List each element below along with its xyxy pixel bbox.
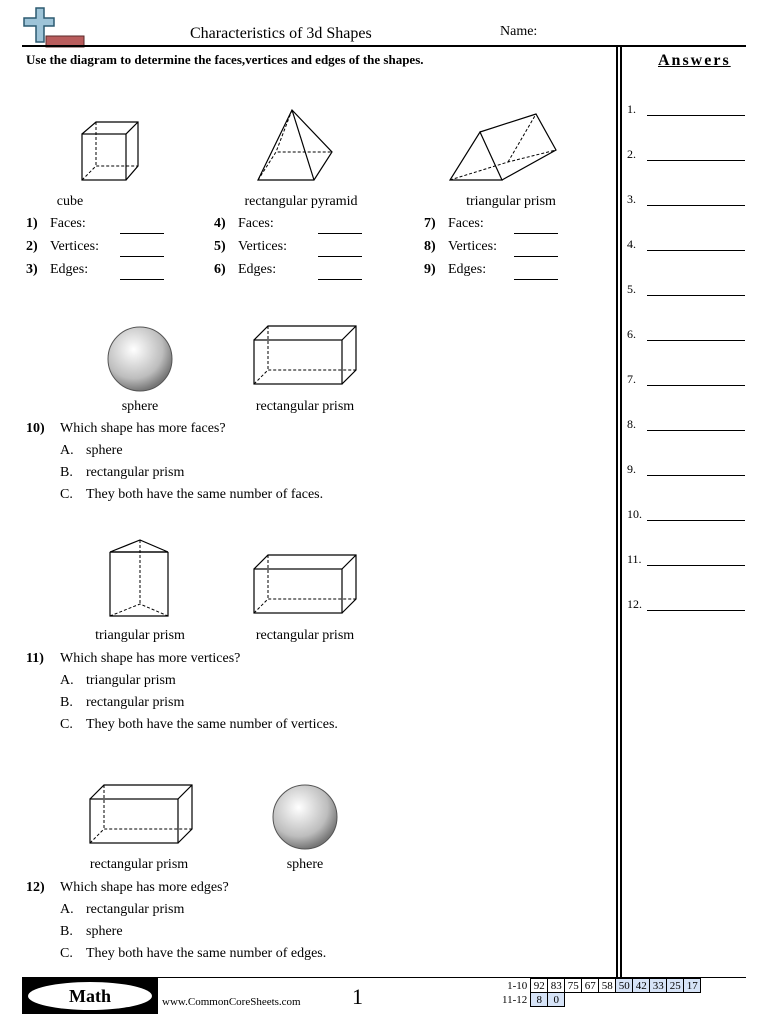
score-row [500, 979, 701, 993]
sphere-figure [271, 783, 339, 851]
question-number: 9) [424, 262, 436, 277]
question-label: Faces: [238, 216, 274, 231]
q10-option-c[interactable]: C. They both have the same number of faces. [60, 487, 324, 502]
question-5 [214, 239, 287, 255]
answer-blank[interactable] [647, 430, 745, 431]
answer-number: 5. [627, 282, 636, 296]
shape-label-q10-prism: rectangular prism [255, 399, 355, 414]
score-row [500, 993, 701, 1007]
answer-blank[interactable] [514, 256, 558, 257]
q12-option-b[interactable]: B. sphere [60, 924, 123, 939]
score-row-label: 1-10 [507, 979, 528, 992]
q12-option-c[interactable]: C. They both have the same number of edges. [60, 946, 327, 961]
pyramid-figure [254, 106, 336, 184]
question-number: 5) [214, 239, 226, 254]
question-4 [214, 216, 274, 232]
answer-row[interactable] [627, 327, 747, 343]
shape-label-triangular-prism: triangular prism [466, 194, 556, 209]
question-number: 2) [26, 239, 38, 254]
answer-blank[interactable] [647, 160, 745, 161]
rect-prism-figure [250, 553, 360, 617]
answer-blank[interactable] [318, 279, 362, 280]
question-label: Vertices: [448, 239, 497, 254]
instructions: Use the diagram to determine the faces,vertices and edges of the shapes. [26, 52, 424, 67]
answer-row[interactable] [627, 102, 747, 118]
score-cell: 92 [531, 979, 548, 993]
question-10 [26, 421, 226, 437]
question-1 [26, 216, 86, 232]
question-label: Edges: [238, 262, 277, 277]
question-label: Faces: [50, 216, 86, 231]
score-cell: 75 [565, 979, 582, 993]
score-cell: 58 [599, 979, 616, 993]
answer-number: 11. [627, 552, 642, 566]
answer-blank[interactable] [318, 256, 362, 257]
question-label: Faces: [448, 216, 484, 231]
answer-blank[interactable] [647, 250, 745, 251]
name-label: Name: [500, 24, 538, 39]
question-3 [26, 262, 88, 278]
question-number: 12) [26, 880, 45, 895]
q10-option-b[interactable]: B. rectangular prism [60, 465, 185, 480]
question-text: Which shape has more edges? [60, 880, 229, 895]
score-cell: 33 [650, 979, 667, 993]
shape-label-cube: cube [56, 194, 84, 209]
shape-label-q12-sphere: sphere [286, 857, 324, 872]
question-number: 3) [26, 262, 38, 277]
site-url[interactable]: www.CommonCoreSheets.com [162, 996, 301, 1008]
logo-icon [22, 6, 86, 48]
score-cell: 8 [531, 993, 548, 1007]
shape-label-q10-sphere: sphere [121, 399, 159, 414]
shape-label-q12-prism: rectangular prism [89, 857, 189, 872]
question-label: Edges: [448, 262, 487, 277]
page-title: Characteristics of 3d Shapes [190, 25, 372, 42]
q11-option-a[interactable]: A. triangular prism [60, 673, 176, 688]
answer-blank[interactable] [647, 385, 745, 386]
question-number: 1) [26, 216, 38, 231]
question-number: 6) [214, 262, 226, 277]
rect-prism-figure [250, 324, 360, 388]
answer-row[interactable] [627, 462, 747, 478]
answer-number: 9. [627, 462, 636, 476]
score-cell: 17 [684, 979, 701, 993]
score-cell: 0 [548, 993, 565, 1007]
answer-blank[interactable] [647, 610, 745, 611]
answer-number: 2. [627, 147, 636, 161]
answer-row[interactable] [627, 237, 747, 253]
answer-number: 7. [627, 372, 636, 386]
header-rule [22, 45, 746, 47]
answer-row[interactable] [627, 507, 747, 523]
answer-number: 1. [627, 102, 636, 116]
score-row-label: 11-12 [502, 993, 528, 1006]
answer-number: 4. [627, 237, 636, 251]
answer-number: 8. [627, 417, 636, 431]
question-12 [26, 880, 229, 896]
shape-label-q11-prism: rectangular prism [255, 628, 355, 643]
answer-blank[interactable] [120, 233, 164, 234]
answer-blank[interactable] [647, 295, 745, 296]
answer-blank[interactable] [647, 115, 745, 116]
answers-title: Answers [658, 52, 731, 69]
answer-row[interactable] [627, 552, 747, 568]
question-2 [26, 239, 99, 255]
question-11 [26, 651, 240, 667]
score-table [500, 978, 701, 1007]
sphere-figure [106, 325, 174, 393]
answer-row[interactable] [627, 192, 747, 208]
answer-blank[interactable] [647, 475, 745, 476]
question-number: 8) [424, 239, 436, 254]
question-number: 10) [26, 421, 45, 436]
answer-blank[interactable] [647, 205, 745, 206]
answer-row[interactable] [627, 147, 747, 163]
cube-figure [78, 118, 142, 184]
question-label: Edges: [50, 262, 89, 277]
question-number: 7) [424, 216, 436, 231]
score-cell: 83 [548, 979, 565, 993]
divider-left [616, 47, 618, 977]
answer-row[interactable] [627, 597, 747, 613]
answer-blank[interactable] [120, 279, 164, 280]
q10-option-a[interactable]: A. sphere [60, 443, 123, 458]
question-text: Which shape has more vertices? [60, 651, 241, 666]
answer-blank[interactable] [647, 520, 745, 521]
rect-prism-figure [86, 783, 196, 847]
question-text: Which shape has more faces? [60, 421, 226, 436]
math-badge-label: Math [28, 982, 152, 1010]
answer-row[interactable] [627, 372, 747, 388]
answer-blank[interactable] [318, 233, 362, 234]
q11-option-c[interactable]: C. They both have the same number of vertices. [60, 717, 338, 732]
q12-option-a[interactable]: A. rectangular prism [60, 902, 185, 917]
question-label: Vertices: [238, 239, 287, 254]
question-label: Vertices: [50, 239, 99, 254]
shape-label-q11-triangular: triangular prism [95, 628, 185, 643]
score-cell: 50 [616, 979, 633, 993]
answer-blank[interactable] [514, 233, 558, 234]
score-cell: 25 [667, 979, 684, 993]
answer-blank[interactable] [120, 256, 164, 257]
question-6 [214, 262, 276, 278]
answer-number: 12. [627, 597, 642, 611]
question-number: 4) [214, 216, 226, 231]
score-cell: 42 [633, 979, 650, 993]
answer-number: 6. [627, 327, 636, 341]
answer-blank[interactable] [647, 340, 745, 341]
divider-right [620, 47, 622, 977]
shape-label-pyramid: rectangular pyramid [244, 194, 358, 209]
score-cell: 67 [582, 979, 599, 993]
triangular-prism-figure [448, 110, 560, 184]
answer-blank[interactable] [514, 279, 558, 280]
upright-triangular-prism-figure [106, 538, 172, 620]
answer-row[interactable] [627, 282, 747, 298]
answer-number: 3. [627, 192, 636, 206]
question-8 [424, 239, 497, 255]
page-number: 1 [352, 984, 363, 1009]
q11-option-b[interactable]: B. rectangular prism [60, 695, 185, 710]
question-number: 11) [26, 651, 44, 666]
answer-row[interactable] [627, 417, 747, 433]
answer-blank[interactable] [647, 565, 745, 566]
question-9 [424, 262, 486, 278]
question-7 [424, 216, 484, 232]
answer-number: 10. [627, 507, 642, 521]
